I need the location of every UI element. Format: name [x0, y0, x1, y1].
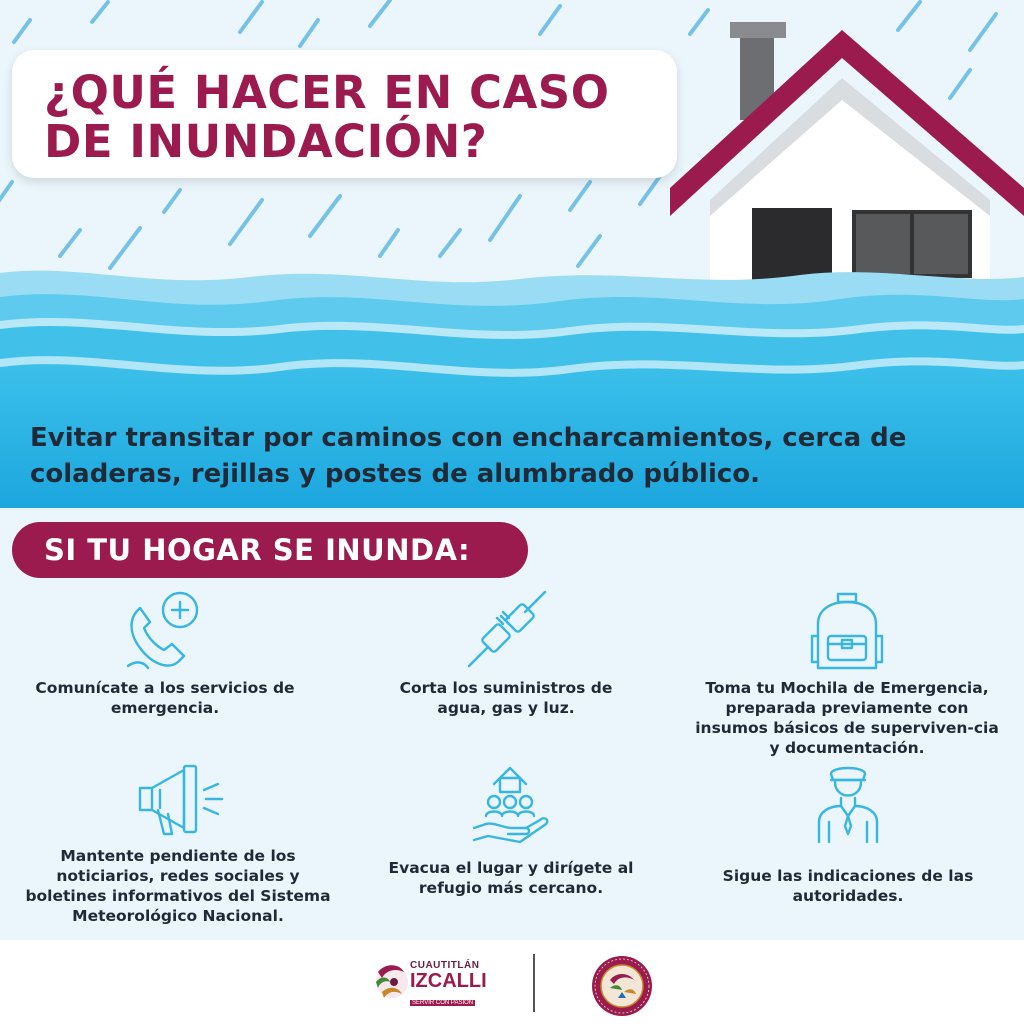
shelter-hand-icon — [468, 762, 554, 846]
title-line-1: ¿QUÉ HACER EN CASO — [44, 66, 610, 119]
logo-line-1: CUAUTITLÁN — [410, 960, 480, 971]
instruction-label: Mantente pendiente de los noticiarios, redes sociales y boletines informativos del Sistema Meteorológico Nacional. — [25, 847, 331, 925]
title-line-2: DE INUNDACIÓN? — [44, 115, 488, 168]
title-card — [12, 50, 677, 178]
backpack-icon — [804, 588, 890, 672]
instruction-stay-informed — [18, 760, 338, 926]
logo-line-3: SERVIR CON PASIÓN — [412, 1000, 474, 1006]
instruction-follow-authorities — [710, 760, 986, 906]
instruction-emergency-backpack — [690, 588, 1004, 758]
footer — [0, 940, 1024, 1024]
water-warning-text: Evitar transitar por caminos con encharcamientos, cerca de coladeras, rejillas y postes de alumbrado público. — [30, 423, 907, 489]
instruction-label: Evacua el lugar y dirígete al refugio más cercano. — [388, 859, 634, 897]
instruction-label: Toma tu Mochila de Emergencia, preparada previamente con insumos básicos de superviven-cia y documentación. — [695, 679, 999, 757]
phone-plus-icon — [122, 588, 208, 672]
izcalli-logo-icon — [372, 958, 412, 1006]
footer-divider — [533, 954, 535, 1012]
instruction-evacuate — [386, 762, 636, 898]
instruction-label: Corta los suministros de agua, gas y luz. — [399, 679, 613, 717]
megaphone-icon — [130, 760, 226, 840]
instruction-cut-supplies — [386, 588, 626, 718]
page-title — [44, 68, 677, 166]
instruction-label: Comunícate a los servicios de emergencia. — [35, 679, 295, 717]
officer-icon — [805, 760, 891, 844]
section-title: SI TU HOGAR SE INUNDA: — [12, 522, 528, 578]
logo-line-2: IZCALLI — [410, 970, 487, 992]
instruction-call-emergency — [20, 588, 310, 718]
instruction-label: Sigue las indicaciones de las autoridades. — [722, 867, 974, 905]
unplug-icon — [463, 588, 549, 672]
izcalli-logo-text — [410, 960, 487, 1009]
civil-protection-seal-icon — [590, 954, 654, 1018]
